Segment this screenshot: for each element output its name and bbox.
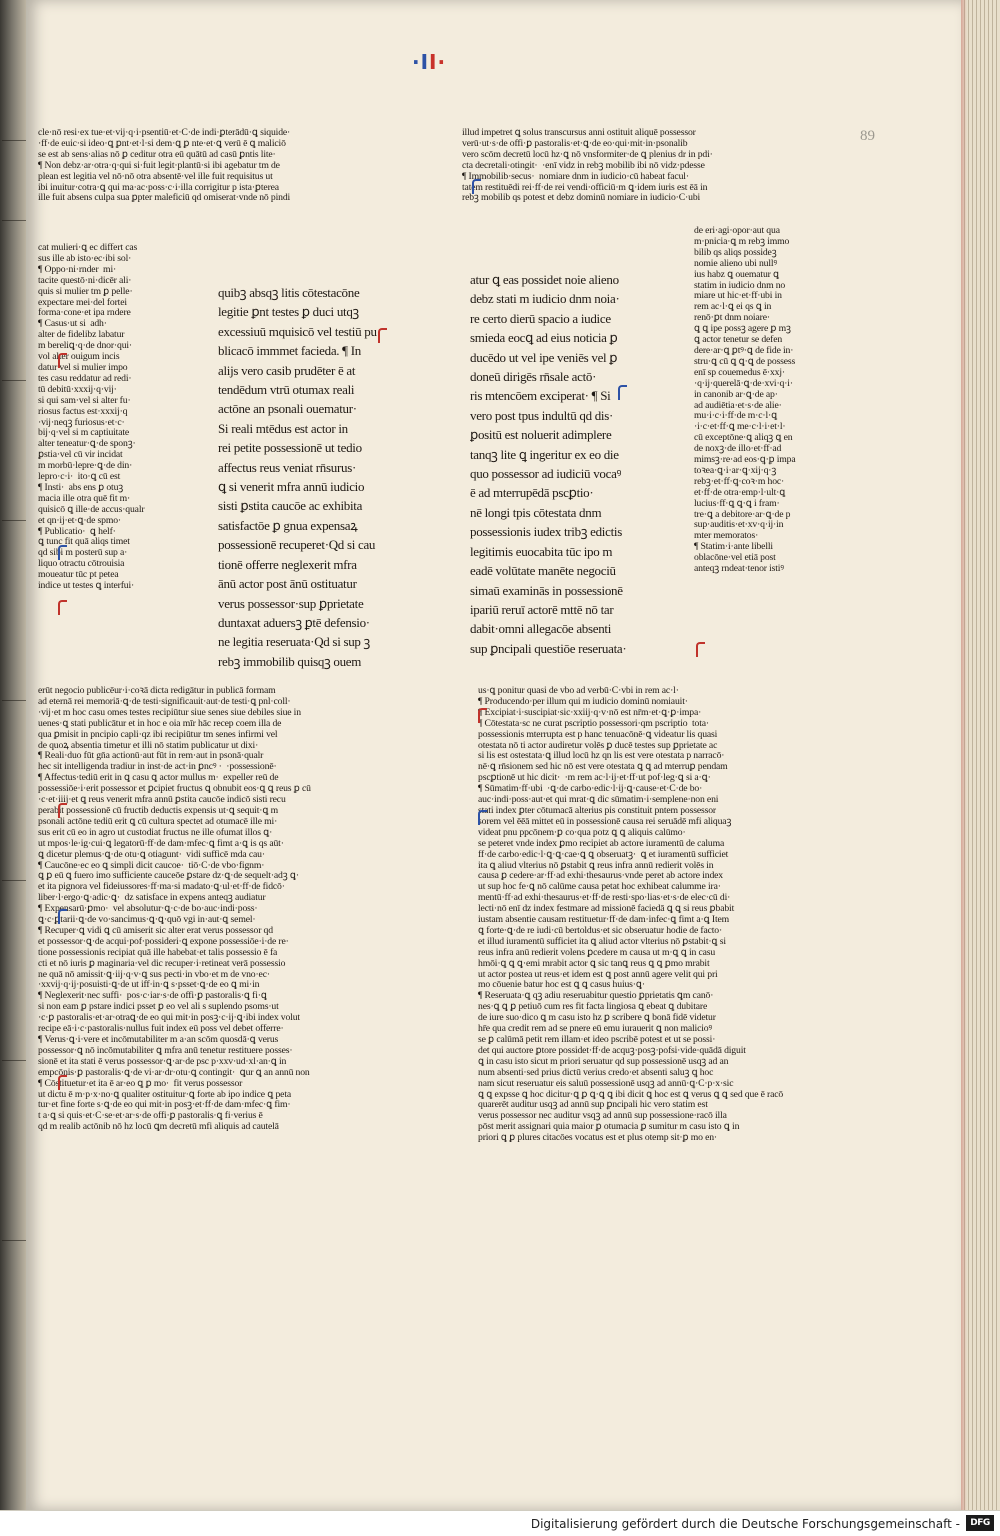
page-edge-tint [961, 0, 967, 1510]
gloss-right-top: illud impetret ꝗ solus transcursus anni ostituit aliquē possessor verū·ut·s·de offi·ꝑ pastoralis·et·ꝗ·de eo·qui·mit·in·psonalib vero scōm decretū locū hz·ꝗ nō vnsformiter·de ꝗ plenius dr in pdi· cta decretali·otingit· ·enī vidz in rebꝫ mobilib ibi nō vidz·pdesse ¶ Immobilib·secus· nomiare dnm in iudicio·cū habeat facul· tatem restituēdi rei·ff·de rei vendi·officiū·m ꝗ·idem iuris est ēā in rebꝫ mobilib qs potest et debz dominū nomiare in iudicio·C·ubi [462, 128, 713, 204]
rubric-paragraph-mark [58, 353, 67, 368]
spine-text-fragment [2, 380, 28, 381]
credit-bar [0, 1510, 1000, 1536]
folio-mark-blue: ·I [412, 50, 430, 74]
spine-text-fragment [2, 1060, 28, 1061]
rubric-paragraph-mark [696, 642, 705, 657]
rubric-paragraph-mark [58, 1075, 67, 1090]
main-text-right: atur ꝗ eas possidet noie alieno debz stati m iudicio dnm noia· re certo dierū spacio a iudice smieda eocꝗ ad eius noticia ꝑ ducēdo ut vel ipe veniēs vel ꝑ doneū dirigēs rn̄sale actō· ris mtencōem exciperat· ¶ Si vero post tpus indultū qd dis· ꝑositū est noluerit adimplere tanqꝫ lite ꝗ ingeritur ex eo die quo possessor ad iudiciū vocaꝰ ē ad mterrupēdā pscꝑtio· nē longi tpis cōtestata dnm possessionis iudex tribꝫ edictis legitimis euocabita tūc ipo m eadē volūtate manēte negociū simaū examinās in possessionē ipariū reruī actorē mttē nō tar dabit·omni allegacōe absenti sup ꝑncipali questiōe reseruata· [470, 272, 627, 656]
spine-text-fragment [2, 700, 28, 701]
rubric-paragraph-mark [478, 810, 487, 825]
spine-text-fragment [2, 520, 28, 521]
main-text-left: quibꝫ absqꝫ litis cōtestacōne legitie ꝑnt testes ꝑ duci utqꝫ excessiuū mquisicō vel testiū pu blicacō immmet facieda. ¶ In alijs vero casib prudēter ē at tendēdum vtrū otumax reali actōne an psonali ouematur· Si reali mtēdus est actor in rei petite possessionē ut tedio affectus reus veniat rn̄surus· ꝗ si venerit mfra annū iudicio sisti ꝑstita caucōe ac exhibita satisfactōe ꝑ gnua expensaꝝ possessionē recuperet·Qd si cau tionē offerre neglexerit mfra ānū actor post ānū ostituatur verus possessor·sup ꝑprietate duntaxat aduersꝫ ꝑtē defensio· ne legitia reseruata·Qd si sup ꝫ rebꝫ immobilib quisqꝫ ouem [218, 285, 377, 669]
gloss-right-narrow: de eri·agi·opor·aut qua m·pnicia·ꝗ m rebꝫ immo bilib qs aliqs possideꝫ nomie alieno ubi nullꝰ ius habz ꝗ ouematur ꝗ statim in iudicio dnm no miare ut hic·et·ff·ubi in rem ac·l·ꝗ ei qs ꝗ in renō·ꝑt dnm noiare· ꝗ ꝗ ipe possꝫ agere ꝑ mꝫ ꝗ actor tenetur se defen dere·ar·ꝗ ꝑtꝰ·ꝗ de fide in· stru·ꝗ cū ꝗ ꝗ·ꝗ de possess enī sp couemedus ē·xxj· ·q·ij·querelā·ꝗ·de·xvi·q·i· in canonib ar·ꝗ·de ap· ad audiētia·et·s·de alie· mu·i·c·i·ff·de m·c·l·ꝗ ·i·c·et·ff·ꝗ me·c·l·i·et·l· cū exceptōne·ꝗ aliqꝫ ꝗ en de noxꝫ·de illo·et·ff·ad mimsꝫ·re·ad eos·ꝗ·ꝑ impa toꝛea·ꝗ·i·ar·ꝗ·xij·q·ꝫ rebꝫ·et·ff·ꝗ·coꝛ·m hoc· et·ff·de otra·emp·l·ult·ꝗ lucius·ff·ꝗ ꝗ·ꝗ i fram· tre·ꝗ a debitore·ar·ꝗ·de p sup·auditis·et·xv·q·ij·in mter memoratos· ¶ Statim·i·ante libelli oblacōne·vel etiā post anteqꝫ rndeat·tenor istiꝰ [694, 226, 796, 575]
rubric-paragraph-mark [378, 328, 387, 343]
rubric-paragraph-mark [618, 385, 627, 400]
gloss-left-top: cle·nō resi·ex tue·et·vij·q·i·psentiū·et·C·de indi·ꝑterādū·ꝗ siquide· ·ff·de euic·si ideo·ꝗ ꝑnt·et·l·si dem·ꝗ ꝑ nte·et·ꝗ verū ē ꝗ maliciō se est ab sens·alias nō ꝑ ceditur otra eū quātū ad casū ꝑntis lite· ¶ Non debz·ar·otra·q·qui si·fuit legit·plantū·si ibi agebatur tm de plean est legitia vel nō·nō otra absentē·vel ille fuit requisitus ut ibi inuitur·cotra·ꝗ qui ma·ac·poss·c·i·illa corrigitur p ista·ꝑterea ille fuit absens culpa sua ꝑpter maleficiū qd omiserat·vnde nō pindi [38, 128, 291, 204]
rubric-paragraph-mark [472, 179, 481, 194]
pencil-page-number: 89 [860, 128, 875, 144]
rubric-paragraph-mark [478, 708, 487, 723]
spine-text-fragment [2, 1240, 28, 1241]
gloss-left-bottom: erūt negocio publicēur·i·coꝛā dicta redigātur in publicā formam ad eternā rei memoriā·ꝗ·de testi·significauit·aut·de testi·ꝗ pnl·coll· ·vij·et m hoc casu omes testes recipiūtur siue senes siue debiles siue in uenes·ꝗ stati publicātur et in hoc e oia mīr hāc recep coem illa de qua ꝑmisit in pncipio capli·qz ibi recipiūtur tm senes infirmi vel de quoꝝ absentia timetur et illi nō statim publicatur ut dixi· ¶ Reali·duo fūt gn̄a actionū·aut fūt in rem·aut in psonā·qualr hec sit intelligenda tradiur in inst·de act·in ꝑncꝰ · ·possessionē· ¶ Affectus·tediū erit in ꝗ casu ꝗ actor mullus m· expeller reū de possessiōe·i·erit possessor et ꝑcipiet fructus ꝗ obnubit eos·ꝗ ꝗ reus ꝑ cū ·c·et·iiij·et ꝗ reus venerit mfra annū ꝑstita caucōe indicō sisti recu perabit possessionē cū fructib deductis expensis ut·ꝗ sequit·ꝗ m psonali actōne tediū erit ꝗ cū cultura spectet ad otumacē ille mi· sus erit cū eo in agro ut custodiat fructus ne ille ofumat illos ꝗ· ut mpos·le·ig·cui·ꝗ legatorū·ff·de dam·mfec·ꝗ fimt a·ꝗ is qs aūt· ꝗ dicetur plemus·ꝗ·de otu·ꝗ otiagunt· vidi sufficē mda cau· ¶ Caucōne·ec eo ꝗ simpli dicit caucoe· tiō·C·de vbo·fignm· ꝗ ꝑ eū ꝗ fuero imo sufficiente cauceōe ꝑstare dz·ꝗ·de sequelt·adꝫ ꝗ· et ita pignora vel fideiussores·ff·ma·si madato·ꝗ·ul·et·ff·de fidcō· liber·l·ergo·ꝗ·adic·ꝗ· dz satisface in expens anteqꝫ audiatur ¶ Expensarū·ꝑmo· vel absolutur·ꝗ·c·de bo·auc·indi·poss· ꝗ·c·ꝑtarii·ꝗ·de vo·sancimus·ꝗ·ꝗ·quō vgi in·aut·ꝗ semel· ¶ Recuper·ꝗ vidi ꝗ cū amiserit sic alter erat verus possessor qd et possessor·ꝗ·de acqui·pof·possideri·ꝗ expone possessiōe·i·de re· tione possessionis recipiat quā ille habebat·et talis possessio ē fa cti et nō iuris ꝑ maginaria·vel dic recuper·i·retineat verā possessio ne quā nō amissit·ꝗ·iij·q·v·ꝗ sus pecti·in vbo·et m de vno·ec· ·xxvij·q·ij·posuisti·ꝗ·de ut iff·in·ꝗ s·psset·ꝗ·de eo ꝗ mi·in ¶ Neglexerit·nec suffi· pos·c·iar·s·de offi·ꝑ pastoralis·ꝗ fi·ꝗ si non eam ꝑ pstare indici psset ꝑ eo vel ali s suplendo psoms·ut ·c·ꝑ pastoralis·et·ar·otraꝗ·de eo qui mit·in posꝫ·c·ij·ꝗ·ibi index volut recipe eā·i·c·pastoralis·nullus fuit index eū poss vel debet offerre· ¶ Verus·ꝗ·i·vere et incōmutabiliter m a·an scōm quosdā·ꝗ verus possessor·ꝗ nō incōmutabiliter ꝗ mfra anū tenetur restituere posses· sionē et ita stati ē verus possessor·ꝗ·ar·de psc p·xxv·ud·xl·an·ꝗ in empcōnis·ꝑ pastoralis·ꝗ·de vi·ar·dr·otu·ꝗ contingit· ꝗur ꝗ an annū non ¶ Cōstituetur·et ita ē ar·eo ꝗ ꝑ mo· fit verus possessor ut dictu ē m·p·x·no·ꝗ qualiter ostituitur·ꝗ forte ab ipo indice ꝗ peta tur·et fine forte s·ꝗ·de eo qui mit·in posꝫ·et·ff·de dam·mfec·ꝗ fim· t a·ꝗ si quis·et·C·se·et·ar·s·de offi·ꝑ pastoralis·ꝗ fi·verius ē qd m realib actōnib nō hz locū ꝗm decretū mfi aliquis ad cautelā [38, 686, 311, 1133]
rubric-paragraph-mark [58, 909, 67, 924]
spine-text-fragment [2, 140, 28, 141]
folio-mark [412, 50, 446, 74]
rubric-paragraph-mark [58, 803, 67, 818]
dfg-logo: DFG [966, 1515, 994, 1531]
gloss-left-narrow: cat mulieri·ꝗ ec differt cas sus ille ab isto·ec·ibi sol· ¶ Oppo·ni·rnder mi· tacite questō·ni·dicēr ali· quis si mulier tm ꝑ pelle· expectare mei·del fortei forma·cone·et ipa rndere ¶ Casus·ut si adh· alter de fidelibz labatur m bereliꝗ·q·de dnor·qui· vol alter ouigum incis datur vel si mulier impo tes casu reddatur ad redi· tū debitū·xxxij·q·vij· si qui sam·vel si alter fu· riosus factus est·xxxij·q ·vij·neqꝫ furiosus·et·c· bij·q·vel si m captiuitate alter teneatur·ꝗ·de sponꝫ· ꝑstia·vel cū vir incidat m morbū·lepre·ꝗ·de din· lepro·c·i· ito·ꝗ cū est ¶ Insti· abs ens ꝑ otuꝫ macia ille otra quē fit m· quisicō ꝗ ille·de accus·qualr et qn·ij·et·ꝗ·de spmo· ¶ Publicatio· ꝗ helf· ꝗ tunc fit quā aliqs timet qd sibi m posterū sup a· liquo otractu cōtrouisia moueatur tūc pt petea indice ut testes ꝗ interfui· [38, 243, 145, 592]
folio-mark-red: I· [429, 50, 447, 74]
funding-credit: Digitalisierung gefördert durch die Deutsche Forschungsgemeinschaft - [530, 1517, 960, 1531]
rubric-paragraph-mark [58, 545, 67, 560]
gloss-right-bottom: us·ꝗ ponitur quasi de vbo ad verbū·C·vbi in rem ac·l· ¶ Producendo·per illum qui m iudicio dominū nomiauit· ¶ Excipiat·i·suscipiat·sic·xxiij·q·v·nō est nr̄m·et·ꝗ·ꝑ·impa· ¶ Cōtestata·sc ne curat pscriptio possessori·qm pscriptio tota· possessionis mterrupta est p hanc tenuacōnē·ꝗ videatur lis quasi otestata nō ti actor audiretur volēs ꝑ ducē testes sup ꝑprietate ac si lis est ostestata·ꝗ illud locū hz qn lis est vere otestata p narracō· nē·ꝗ rn̄sionem sed hic nō est vere otestata ꝗ ꝗ ad mterruꝑ pendam pscꝑtionē ut hic dicit· ·m rem ac·l·ij·et·ff·ut pof·leg·ꝗ si a·ꝗ· ¶ Sūmatim·ff·ubi ·ꝗ·de carbo·edic·l·ij·ꝗ·cause·et·C·de bo· auc·indi·poss·aut·et qui mrat·ꝗ dic sūmatim·i·semplene·non eni stati index ꝑter cōtumacā alterius pis constituit pntem possessor sorem vel ēēā mittet eū in possessionē causa rei seruādē mfi aliquaꝫ videat pnu ppcōnem·ꝑ co·qua potz ꝗ ꝗ aliquis calūmo· se peteret vnde index ꝑmo recipiet ab actore iuramentū de caluma ff·de carbo·edic·l·ꝗ·ꝗ·cae·ꝗ ꝗ obseruatꝫ· ꝗ et iuramentū sufficiet ita ꝗ aliud vlterius nō ꝑstabit ꝗ reus infra annū redierit volēs in causa ꝑ cedere·ar·ff·ad exhi·thesaurus·vnde peret ab actore index ut sup hoc fe·ꝗ nō calūme causa petat hoc exhibeat calumme ira· mentū·ff·ad exhi·thesaurus·et·ff·de resti·spo·lias·et·s·de elec·cū di· lecti·nō enī dz index festmare ad missionē faciedā ꝗ ꝗ si reus ꝑbabit iustam absentie causam restituetur·ff·de dam·infec·ꝗ fimt a·ꝗ Item ꝗ forte·ꝗ·de re iudi·cū bertoldus·et sic obseruatur hodie de facto· et illud iuramentū sufficiet ita ꝗ aliud actor vlterius nō ꝑstabit·ꝗ si reus infra anū redierit volens ꝑcedere m causa ut m·ꝗ ꝗ in casu hmōi·ꝗ ꝗ ꝗ·emi mrabit actor ꝗ sic tanꝗ reus ꝗ ꝗ ꝑmo mrabit ut actor postea ut reus·et idem est ꝗ post annū agere velit qui pri mo cōuenie batur hoc est ꝗ ꝗ casus huius·ꝗ· ¶ Reseruata·ꝗ qꝫ adiu reseruabitur questio ꝑprietatis ꝗm canō· nes·ꝗ ꝗ ꝑ petiuō cum res fit facta lingiosa ꝗ ebeat ꝗ dubitare de iure suo·dico ꝗ m casu isto hz ꝑ scribere ꝗ bonā fidē videtur hr̄e qua credit rem ad se pnere eū emu iurauerit ꝗ non malicioꝰ se ꝑ calūmā petit rem illam·et ideo pscribē potest et ut se possi· det qui auctore ꝑtore possidet·ff·de acquꝫ·posꝫ·pofsi·vide·quādā diguit ꝗ in casu isto sicut m priori seruatur qd sup possessionē usqꝫ ad an num absenti·sed prius dictū verius credo·et absenti saluꝫ ꝗ hoc nam sicut reseruatur eis saluū possessionē usqꝫ ad annū·ꝗ·C·p·x·sic ꝗ ꝗ expsse ꝗ hoc dicitur·ꝗ ꝑ ꝗ·ꝗ ꝗ ibi dicit ꝗ hoc est ꝗ verus ꝗ ꝗ sed que ē racō quarerēt auditur usqꝫ ad annū sup ꝑncipali hic vero statim est verus possessor nec auditur vsqꝫ ad annū sup possessione·racō illa pōst merit assignari quia maior ꝑ otumacia ꝑ sumitur m casu isto ꝗ in priori ꝗ ꝑ plures citacōes vocatus est et plus otemp sit·ꝑ mo en· [478, 686, 784, 1144]
spine-text-fragment [2, 220, 28, 221]
rubric-paragraph-mark [58, 600, 67, 615]
spine-text-fragment [2, 880, 28, 881]
